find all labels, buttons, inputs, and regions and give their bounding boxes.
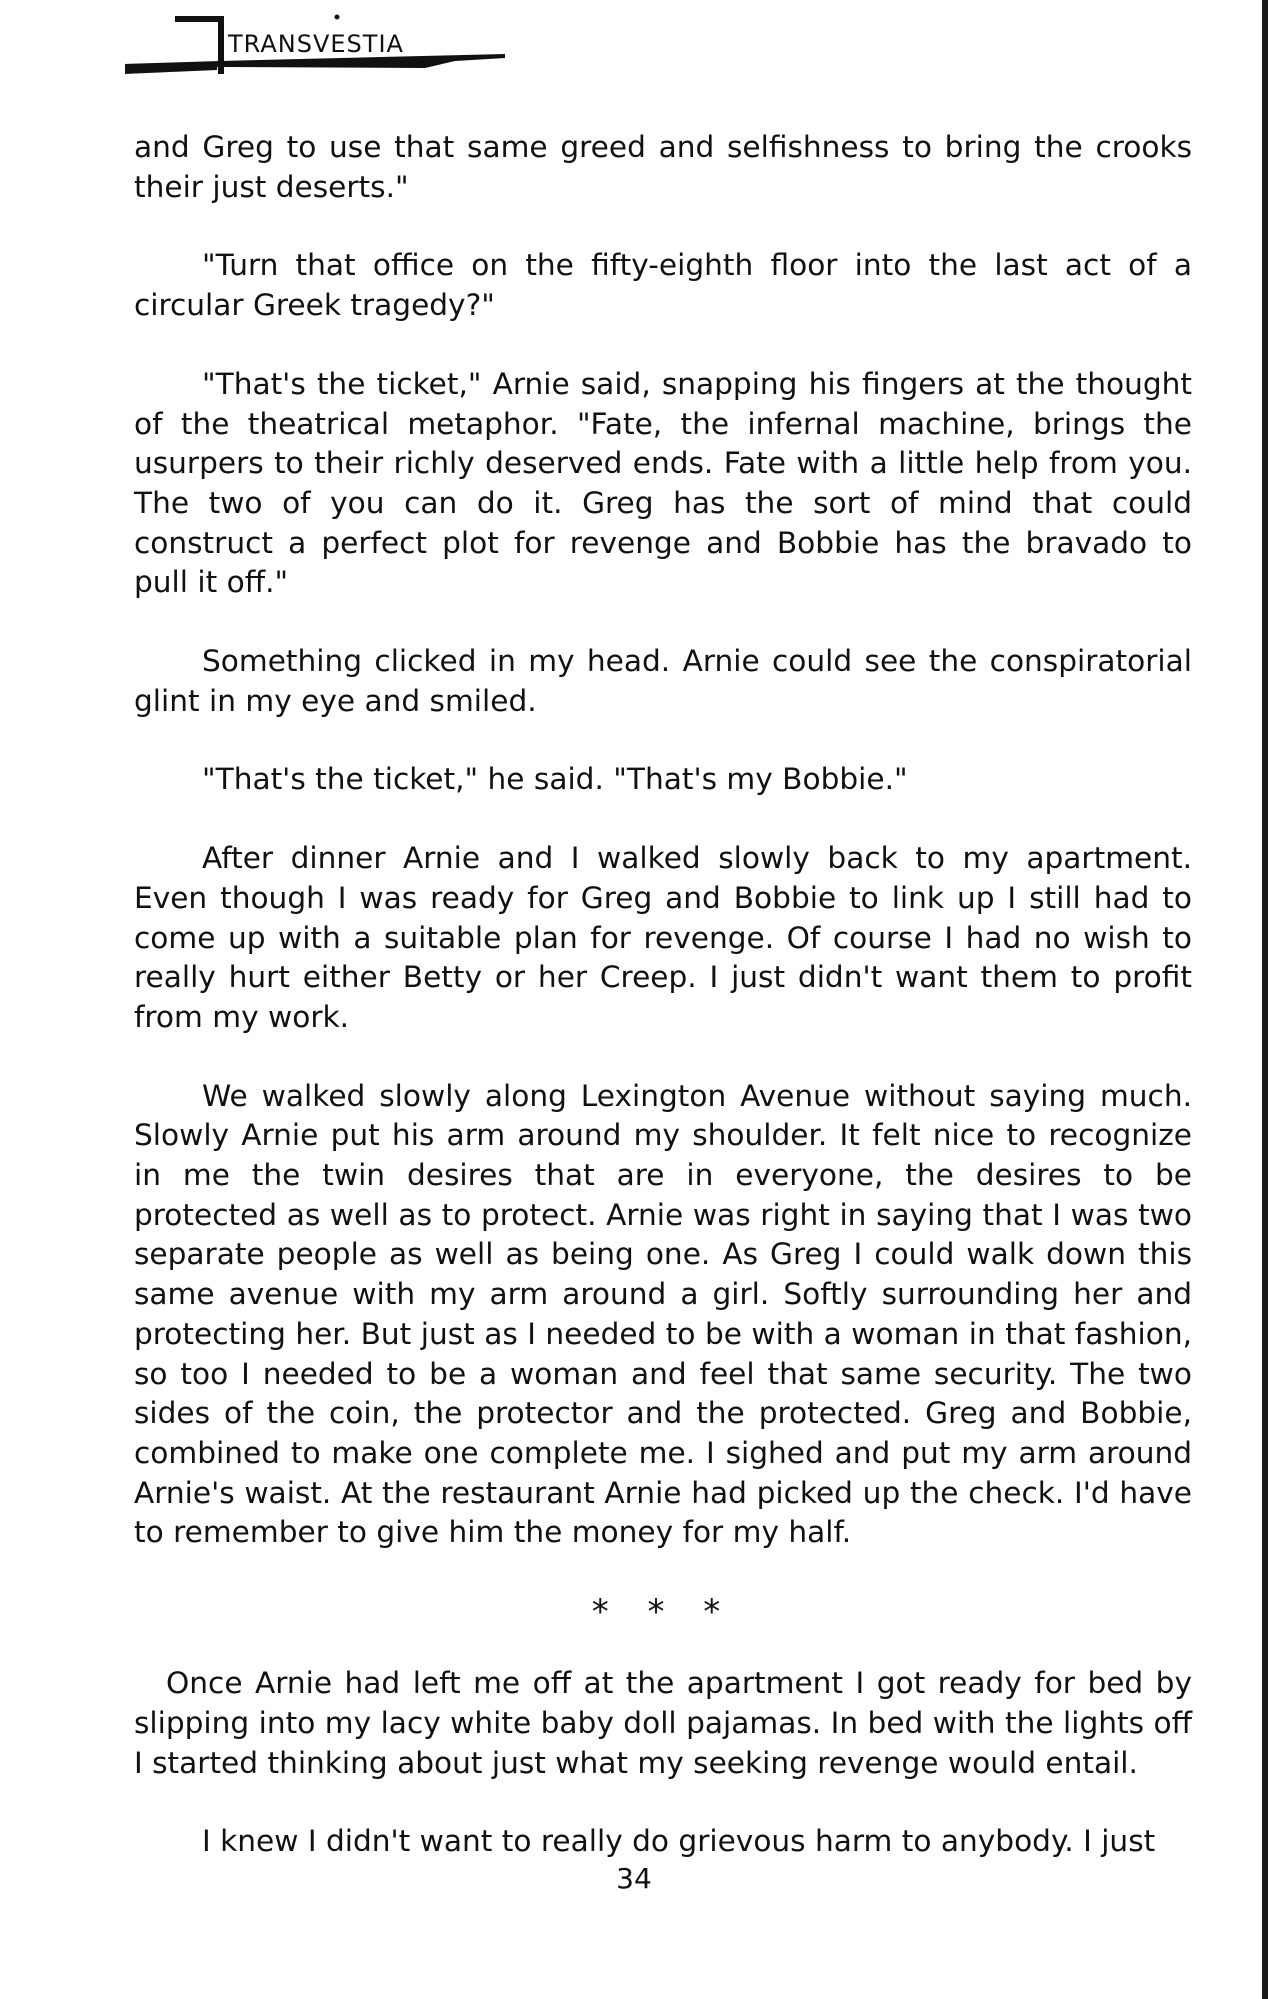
paragraph: I knew I didn't want to really do grievous harm to anybody. I just: [202, 1824, 1156, 1859]
paragraph: Something clicked in my head. Arnie could see the conspiratorial glint in my eye and smiled.: [134, 644, 1192, 718]
paragraph: We walked slowly along Lexington Avenue without saying much. Slowly Arnie put his arm around my shoulder. It felt nice to recognize in me the twin desires that are in everyone, the desires to be protected as well as to protect. Arnie was right in saying that I was two separate people as well as being one. As Greg I could walk down this same avenue with my arm around a girl. Softly surrounding her and protecting her. But just as I needed to be with a woman in that fashion, so too I needed to be a woman and feel that same security. The two sides of the coin, the protector and the protected. Greg and Bobbie, combined to make one complete me. I sighed and put my arm around Arnie's waist. At the restaurant Arnie had picked up the check. I'd have to remember to give him the money for my half.: [134, 1078, 1192, 1550]
article-body: [134, 128, 1192, 1901]
paragraph: After dinner Arnie and I walked slowly back to my apartment. Even though I was ready for Greg and Bobbie to link up I still had to come up with a suitable plan for revenge. Of course I had no wish to really hurt either Betty or her Creep. I just didn't want them to profit from my work.: [134, 841, 1192, 1034]
paragraph: "That's the ticket," Arnie said, snapping his fingers at the thought of the theatrical metaphor. "Fate, the infernal machine, brings the usurpers to their richly deserved ends. Fate with a little help from you. The two of you can do it. Greg has the sort of mind that could construct a perfect plot for revenge and Bobbie has the bravado to pull it off.": [134, 366, 1192, 600]
page-number: 34: [616, 1862, 652, 1895]
publication-title: TRANSVESTIA: [228, 30, 404, 58]
section-break: * * *: [591, 1592, 735, 1633]
page-edge-border: [1262, 0, 1268, 1999]
paragraph: Once Arnie had left me off at the apartment I got ready for bed by slipping into my lacy white baby doll pajamas. In bed with the lights off I started thinking about just what my seeking revenge would entail.: [134, 1666, 1192, 1780]
masthead-logo: [125, 14, 505, 84]
paragraph: "Turn that office on the fifty-eighth floor into the last act of a circular Greek tragedy?": [134, 248, 1192, 323]
paragraph: and Greg to use that same greed and selfishness to bring the crooks their just deserts.": [134, 130, 1192, 204]
paragraph: "That's the ticket," he said. "That's my Bobbie.": [202, 762, 908, 797]
